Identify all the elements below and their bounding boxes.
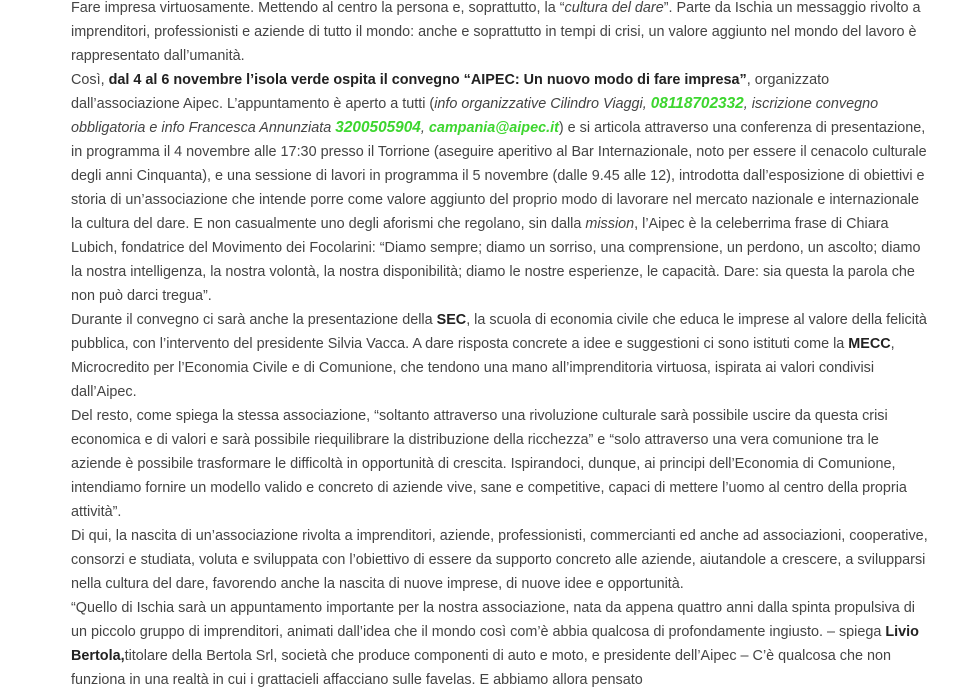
text: Durante il convegno ci sarà anche la presentazione della <box>71 312 437 328</box>
bold-convegno-dates: dal 4 al 6 novembre l’isola verde ospita il convegno “AIPEC: Un nuovo modo di fare impresa” <box>108 72 747 88</box>
bold-mecc: MECC <box>848 336 891 352</box>
phone-link-cilindro-viaggi[interactable]: 08118702332 <box>650 95 744 112</box>
paragraph-bertola-quote <box>71 596 933 692</box>
bold-sec: SEC <box>436 312 467 328</box>
paragraph-convegno <box>71 68 933 308</box>
paragraph-sec-mecc <box>71 308 933 404</box>
italic-mission: mission <box>585 216 635 232</box>
paragraph-associazione-quote <box>71 404 933 524</box>
paragraph-nascita <box>71 524 933 596</box>
emphasis-cultura-del-dare: cultura del dare <box>564 0 664 16</box>
text: , l’Aipec è la celeberrima frase di Chiara Lubich, fondatrice del Movimento dei Focolarini: “Diamo sempre; diamo un sorriso, una comprensione, un perdono, un ascolto; diamo la nostra intelligenza, la nostra volontà, la nostra disponibilità; diamo le nostre esperienze, le capacità. Dare: sia questa la parola che non può darci tregua”. <box>71 216 921 304</box>
italic-info-organizzative: info organizzative Cilindro Viaggi, <box>434 96 651 112</box>
text: titolare della Bertola Srl, società che produce componenti di auto e moto, e presidente dell’Aipec – C’è qualcosa che non funziona in una realtà in cui i grattacieli affacciano sulle favelas. E abbiamo allora pensato <box>71 648 891 688</box>
bold-livio-bertola: Livio Bertola, <box>71 624 919 664</box>
italic-iscrizione: , iscrizione convegno obbligatoria e info Francesca Annunziata <box>71 96 879 136</box>
text: Del resto, come spiega la stessa associazione, “soltanto attraverso una rivoluzione culturale sarà possibile uscire da questa crisi economica e di valori e sarà possibile riequilibrare la distribuzione della ricchezza” e “solo attraverso una vera comunione tra le aziende è possibile trasformare le difficoltà in opportunità di crescita. Ispirandoci, dunque, ai principi dell’Economia di Comunione, intendiamo fornire un modello valido e concreto di aziende vive, sane e competitive, capaci di mettere l’uomo al centro della propria attività”. <box>71 408 907 520</box>
text: Fare impresa virtuosamente. Mettendo al centro la persona e, soprattutto, la “ <box>71 0 565 16</box>
email-link-aipec[interactable]: campania@aipec.it <box>428 120 559 136</box>
text: Così, <box>71 72 109 88</box>
text: ”. Parte da Ischia un messaggio rivolto a imprenditori, professionisti e aziende di tutto il mondo: anche e soprattutto in tempi di crisi, un valore aggiunto nel mondo del lavoro è rappresentato dall’umanità. <box>71 0 921 64</box>
paragraph-intro <box>71 0 933 68</box>
italic-separator: , <box>420 120 429 136</box>
phone-link-francesca-annunziata[interactable]: 3200505904 <box>335 119 421 136</box>
text: ) e si articola attraverso una conferenza di presentazione, in programma il 4 novembre alle 17:30 presso il Torrione (aseguire aperitivo al Bar Internazionale, noto per essere il cenacolo culturale degli anni Cinquanta), e una sessione di lavori in programma il 5 novembre (dalle 9.45 alle 12), introdotta dall’esposizione di obiettivi e storia di un’associazione che intende porre come valore aggiunto del proprio modo di lavorare nel mercato nazionale e internazionale la cultura del dare. E non casualmente uno degli aforismi che regolano, sin dalla <box>71 120 927 232</box>
text: , organizzato dall’associazione Aipec. L’appuntamento è aperto a tutti ( <box>71 72 830 112</box>
article-body <box>71 0 933 692</box>
text: , Microcredito per l’Economia Civile e di Comunione, che tendono una mano all’imprenditoria virtuosa, ispirata ai valori condivisi dall’Aipec. <box>71 336 895 400</box>
text: “Quello di Ischia sarà un appuntamento importante per la nostra associazione, nata da appena quattro anni dalla spinta propulsiva di un piccolo gruppo di imprenditori, animati dall’idea che il mondo così com’è abbia qualcosa di profondamente ingiusto. – spiega <box>71 600 915 640</box>
text: , la scuola di economia civile che educa le imprese al valore della felicità pubblica, con l’intervento del presidente Silvia Vacca. A dare risposta concrete a idee e suggestioni ci sono istituti come la <box>71 312 927 352</box>
text: Di qui, la nascita di un’associazione rivolta a imprenditori, aziende, professionisti, commercianti ed anche ad associazioni, cooperative, consorzi e studiata, voluta e sviluppata con l’obiettivo di essere da supporto concreto alle aziende, aiutandole a crescere, a svilupparsi nella cultura del dare, favorendo anche la nascita di nuove imprese, di nuove idee e opportunità. <box>71 528 928 592</box>
